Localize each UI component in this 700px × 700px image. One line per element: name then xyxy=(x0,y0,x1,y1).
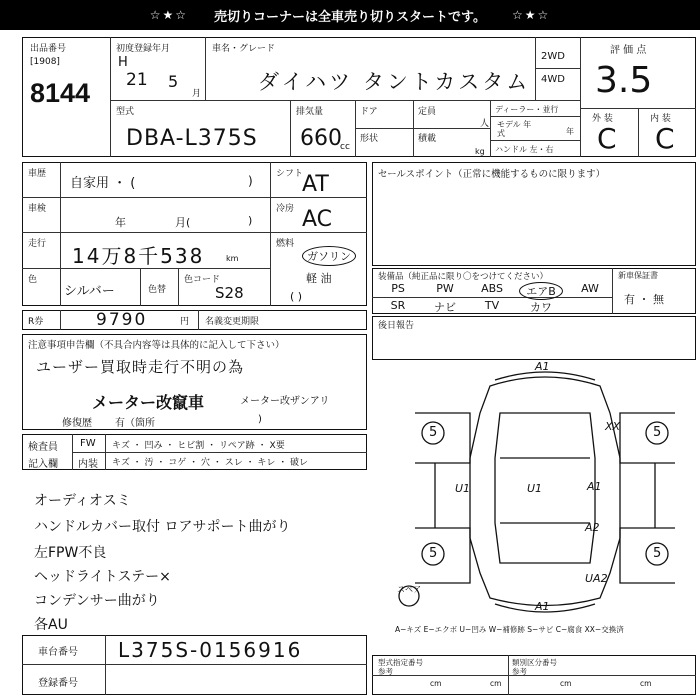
drive-4wd: 4WD xyxy=(541,74,565,85)
fuel-other: ( ) xyxy=(290,290,303,303)
equip-pw: PW xyxy=(436,282,454,295)
chassis-value: L375S-0156916 xyxy=(118,638,303,662)
remark-6: 各AU xyxy=(34,617,68,633)
tire-fl: 5 xyxy=(429,425,438,440)
first-reg-label: 初度登録年月 xyxy=(116,44,171,54)
history-value: 自家用 ・ ( xyxy=(70,176,136,191)
fuel-diesel: 軽 油 xyxy=(306,272,332,285)
mileage-value: 14万8千538 xyxy=(72,244,205,268)
inspection-close: ) xyxy=(248,214,253,227)
inspector-row1: キズ ・ 凹み ・ ヒビ割 ・ リペア跡 ・ X要 xyxy=(112,441,285,451)
mark-mid-left: U1 xyxy=(455,482,471,495)
first-reg-era: H xyxy=(118,55,128,70)
repair-label: 修復歴 xyxy=(62,418,92,429)
rating-int-label: 内 装 xyxy=(650,114,671,124)
after-sales-label: 後日報告 xyxy=(378,321,415,331)
car-name-label: 車名・グレード xyxy=(212,44,276,54)
history-label: 車歴 xyxy=(28,169,47,179)
load-label: 積載 xyxy=(418,134,437,144)
remark-3: 左FPW不良 xyxy=(34,545,107,561)
mileage-unit: km xyxy=(226,254,239,263)
mark-top: A1 xyxy=(535,360,550,373)
banner-stars-right: ☆★☆ xyxy=(511,8,551,22)
spec-cm-2: cm xyxy=(490,679,502,688)
displacement-value: 660 xyxy=(300,126,342,151)
damage-legend: A−キズ E−エクボ U−凹み W−補修跡 S−サビ C−腐食 XX−交換済 xyxy=(395,625,624,634)
equip-aw: AW xyxy=(581,282,599,295)
equip-leather: カワ xyxy=(530,301,552,314)
owner-manual-label: 名義変更期限 xyxy=(205,317,260,327)
capacity-label: 定員 xyxy=(418,107,437,117)
equip-navi: ナビ xyxy=(434,301,456,314)
model-value: DBA-L375S xyxy=(126,126,258,151)
tire-rl: 5 xyxy=(429,546,438,561)
aircon-value: AC xyxy=(302,207,333,232)
mark-right1: A1 xyxy=(587,480,602,493)
inspector-interior: 内装 xyxy=(78,459,98,470)
inspection-month: 月( xyxy=(175,216,191,229)
lot-number: 8144 xyxy=(30,78,91,108)
color-value: シルバー xyxy=(64,284,115,299)
fuel-label: 燃料 xyxy=(276,239,295,249)
sales-points-label: セールスポイント（正常に機能するものに限ります） xyxy=(378,169,606,180)
car-outline xyxy=(395,358,695,623)
mileage-label: 走行 xyxy=(28,239,47,249)
remark-4: ヘッドライトステー× xyxy=(34,569,171,585)
equip-airbag: エアB xyxy=(519,282,563,300)
banner-stars-left: ☆★☆ xyxy=(149,8,189,22)
mark-bottom: A1 xyxy=(535,600,550,613)
color-label: 色 xyxy=(28,275,38,285)
chassis-label: 車台番号 xyxy=(38,647,78,658)
equip-abs: ABS xyxy=(481,282,503,295)
color-code: S28 xyxy=(215,284,244,302)
spec-cm-4: cm xyxy=(640,679,652,688)
mark-center: U1 xyxy=(527,482,543,495)
spec-l2: 参考 xyxy=(378,667,393,676)
equipment-label: 装備品（純正品に限り〇をつけてください） xyxy=(378,272,549,282)
mark-xx: XX xyxy=(605,420,621,433)
color-eq-label: 色替 xyxy=(148,285,167,295)
spec-cm-1: cm xyxy=(430,679,442,688)
after-sales-box xyxy=(372,316,696,360)
equip-tv: TV xyxy=(484,299,500,312)
top-banner xyxy=(0,0,700,30)
inspector-label1: 検査員 xyxy=(28,442,58,453)
model-label: 型式 xyxy=(116,107,135,117)
rating-label: 評 価 点 xyxy=(610,45,647,56)
lot-label: 出品番号 xyxy=(30,44,67,54)
inspector-row2: キズ ・ 汚 ・ コゲ ・ 穴 ・ スレ ・ キレ ・ 破レ xyxy=(112,458,309,468)
capacity-unit: 人 xyxy=(480,119,490,129)
price-unit: 円 xyxy=(180,317,190,327)
new-car-opts: 有 ・ 無 xyxy=(624,293,664,306)
shift-label: シフト xyxy=(276,169,304,179)
price-value: 9790 xyxy=(96,310,148,330)
displacement-label: 排気量 xyxy=(296,107,324,117)
spec-cm-3: cm xyxy=(560,679,572,688)
rating-ext-label: 外 装 xyxy=(592,114,613,124)
first-reg-month: 5 xyxy=(168,72,179,91)
notes-handwritten: ユーザー買取時走行不明の為 xyxy=(36,358,245,376)
shift-value: AT xyxy=(302,172,329,197)
rating-int: C xyxy=(655,122,675,155)
handle-label: ハンドル 左・右 xyxy=(495,145,554,154)
notes-label: 注意事項申告欄（不具合内容等は具体的に記入して下さい） xyxy=(28,340,285,351)
reg-number-label: 登録番号 xyxy=(38,678,78,689)
mark-right3: UA2 xyxy=(585,572,608,585)
equip-ps: PS xyxy=(391,282,405,295)
model-year-label: モデル 年式 xyxy=(497,120,532,138)
drive-2wd: 2WD xyxy=(541,51,565,62)
remark-2: ハンドルカバー取付 ロアサポート曲がり xyxy=(34,519,291,535)
mark-right2: A2 xyxy=(585,521,600,534)
displacement-unit: cc xyxy=(340,142,350,152)
spare-label: スペア xyxy=(397,585,421,594)
door-shape-label: 形状 xyxy=(360,134,379,144)
spec-l3: 類別区分番号 xyxy=(512,658,557,667)
remark-5: コンデンサー曲がり xyxy=(34,593,160,609)
damage-diagram xyxy=(395,358,695,623)
rating-ext: C xyxy=(597,122,617,155)
equip-sr: SR xyxy=(390,299,406,312)
tire-fr: 5 xyxy=(653,425,662,440)
price-box xyxy=(22,310,367,330)
color-code-label: 色コード xyxy=(184,275,221,285)
model-year-unit: 年 xyxy=(566,127,574,136)
tire-rr: 5 xyxy=(653,546,662,561)
lot-sub: [1908] xyxy=(30,57,60,67)
inspector-fw: FW xyxy=(80,438,96,449)
inspector-label2: 記入欄 xyxy=(28,459,58,470)
first-reg-year: 21 xyxy=(126,70,148,90)
repair-value: 有（箇所 xyxy=(115,418,155,429)
repair-close: ) xyxy=(258,414,262,425)
load-unit: kg xyxy=(475,147,485,156)
inspection-label: 車検 xyxy=(28,204,47,214)
spec-l1: 型式指定番号 xyxy=(378,658,423,667)
door-label: ドア xyxy=(360,107,378,117)
car-name-value: ダイハツ タントカスタム xyxy=(258,70,531,94)
rating-value: 3.5 xyxy=(595,60,653,101)
banner-text: 売切りコーナーは全車売り切りスタートです。 xyxy=(214,9,486,25)
meter-tampered: メーター改竄車 xyxy=(92,393,205,412)
price-label: R券 xyxy=(28,317,44,327)
inspection-year: 年 xyxy=(115,216,126,229)
remark-1: オーディオスミ xyxy=(34,493,131,509)
first-reg-unit: 月 xyxy=(192,89,202,99)
aircon-label: 冷房 xyxy=(276,204,295,214)
meter-note: メーター改ザンアリ xyxy=(240,396,330,407)
new-car-label: 新車保証書 xyxy=(618,271,658,280)
history-close: ) xyxy=(248,174,253,188)
spec-l4: 参考 xyxy=(512,667,527,676)
fuel-gasoline: ガソリン xyxy=(302,246,356,266)
dealer-label: ディーラー・並行 xyxy=(495,105,559,114)
